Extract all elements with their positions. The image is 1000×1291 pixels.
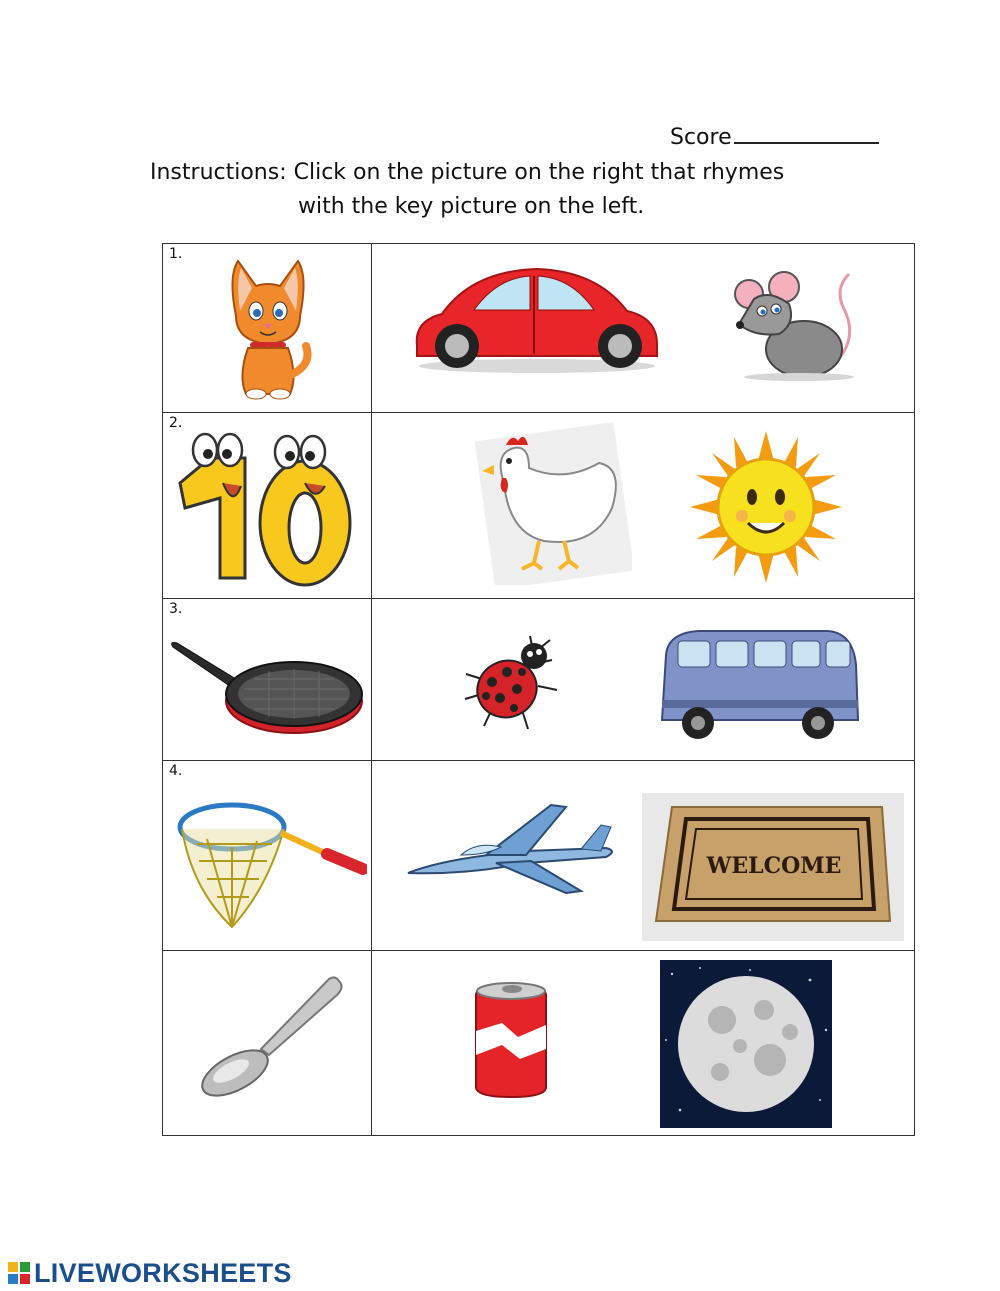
- mat-text: WELCOME: [706, 853, 842, 879]
- van-picture[interactable]: [658, 625, 862, 745]
- table-row: [163, 413, 915, 599]
- net-picture: [177, 799, 367, 931]
- mat-picture[interactable]: [642, 793, 904, 941]
- key-cell: [163, 951, 372, 1136]
- can-picture[interactable]: [472, 979, 550, 1099]
- key-cell: [163, 244, 372, 413]
- hen-picture[interactable]: [474, 423, 632, 585]
- key-cell: [163, 761, 372, 951]
- options-cell: [372, 951, 915, 1136]
- rhyme-table: [162, 243, 915, 1136]
- pan-picture: [169, 639, 365, 744]
- cat-picture: [218, 256, 318, 401]
- row-number: 2.: [169, 415, 183, 431]
- row-number: 1.: [169, 246, 183, 262]
- moon-picture[interactable]: [660, 960, 832, 1128]
- spoon-picture: [197, 975, 347, 1099]
- score-blank-line: [734, 124, 879, 144]
- instructions-line-1: Instructions: Click on the picture on the right that rhymes: [150, 160, 785, 185]
- options-cell: [372, 761, 915, 951]
- options-cell: [372, 244, 915, 413]
- key-cell: [163, 599, 372, 761]
- options-cell: [372, 599, 915, 761]
- footer-logo: [8, 1258, 292, 1288]
- liveworksheets-logo-icon: [8, 1262, 30, 1284]
- instructions-line-2: with the key picture on the left.: [298, 194, 645, 219]
- table-row: [163, 599, 915, 761]
- score-field: [670, 124, 879, 150]
- sun-picture[interactable]: [690, 431, 842, 583]
- mouse-picture[interactable]: [734, 269, 864, 384]
- key-cell: [163, 413, 372, 599]
- car-picture[interactable]: [412, 266, 662, 376]
- table-row: [163, 244, 915, 413]
- ten-picture: [175, 428, 355, 588]
- footer-brand: LIVEWORKSHEETS: [34, 1257, 292, 1288]
- table-row: [163, 951, 915, 1136]
- score-label: Score: [670, 125, 732, 150]
- row-number: 4.: [169, 763, 183, 779]
- jet-picture[interactable]: [406, 803, 622, 899]
- table-row: [163, 761, 915, 951]
- row-number: 3.: [169, 601, 183, 617]
- ladybug-picture[interactable]: [462, 634, 560, 734]
- options-cell: [372, 413, 915, 599]
